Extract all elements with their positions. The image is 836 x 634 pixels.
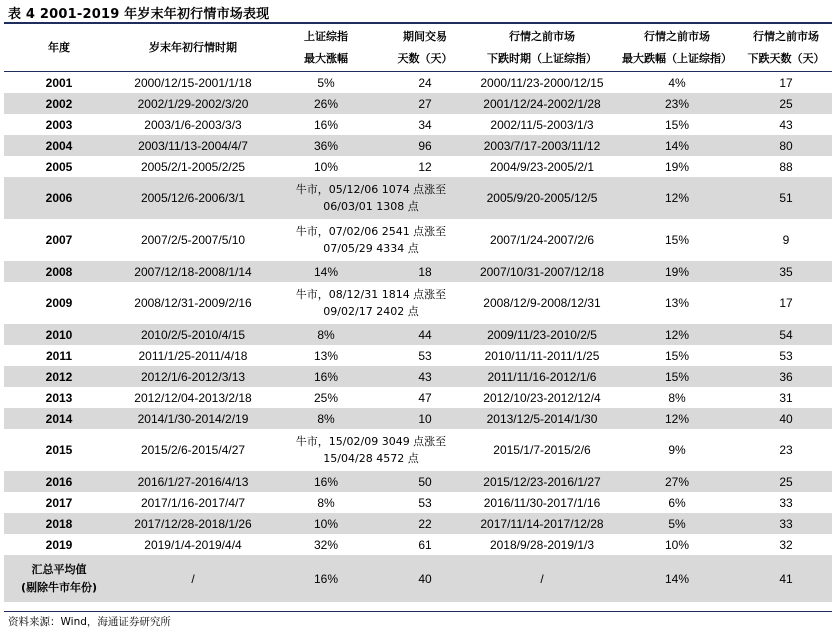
header-prev-period: 行情之前市场 下跌时期（上证综指）	[470, 24, 614, 72]
header-year: 年度	[4, 24, 114, 72]
cell-max-rise: 13%	[313, 348, 339, 363]
header-row	[4, 24, 832, 72]
cell-prev-drop: 13%	[664, 296, 690, 310]
cell-period: 2019/1/4-2019/4/4	[144, 537, 242, 552]
table-row	[4, 492, 832, 513]
table-row	[4, 93, 832, 114]
cell-period: 2007/2/5-2007/5/10	[140, 233, 246, 247]
cell-year: 2001	[45, 75, 73, 90]
cell-prev-drop: 5%	[614, 513, 740, 534]
cell-year: 2006	[4, 177, 114, 219]
cell-prev-period: 2013/12/5-2014/1/30	[470, 408, 614, 429]
cell-max-rise: 36%	[272, 135, 380, 156]
cell-max-rise: 5%	[317, 75, 335, 90]
cell-year: 2017	[45, 495, 73, 510]
table-row-bull	[4, 177, 832, 219]
cell-period: 2003/1/6-2003/3/3	[144, 117, 242, 132]
cell-prev-period: 2010/11/11-2011/1/25	[484, 348, 600, 363]
cell-prev-drop: 15%	[664, 348, 690, 363]
table-row	[4, 156, 832, 177]
cell-year: 2019	[45, 537, 73, 552]
cell-prev-drop: 15%	[664, 117, 690, 132]
cell-period: 2000/12/15-2001/1/18	[134, 75, 252, 90]
cell-prev-drop: 19%	[614, 261, 740, 282]
cell-prev-days: 31	[779, 390, 793, 405]
cell-trading-days: 61	[418, 537, 432, 552]
cell-year: 2003	[45, 117, 73, 132]
cell-prev-period: /	[470, 555, 614, 602]
cell-prev-days: 23	[779, 443, 793, 457]
cell-prev-days: 40	[740, 408, 832, 429]
table-title: 表 4 2001-2019 年岁末年初行情市场表现	[8, 7, 270, 22]
cell-max-rise: 16%	[272, 555, 380, 602]
cell-trading-days: 12	[418, 159, 432, 174]
cell-prev-days: 9	[782, 233, 790, 247]
cell-trading-days: 24	[418, 75, 432, 90]
cell-max-rise: 10%	[313, 159, 339, 174]
cell-period: 2012/1/6-2012/3/13	[114, 366, 272, 387]
cell-prev-days: 17	[779, 75, 793, 90]
cell-prev-drop: 14%	[614, 135, 740, 156]
cell-max-rise: 14%	[272, 261, 380, 282]
cell-prev-days: 88	[779, 159, 793, 174]
header-max-rise: 上证综指 最大涨幅	[272, 24, 380, 72]
cell-year: 2010	[4, 324, 114, 345]
cell-prev-drop: 12%	[614, 324, 740, 345]
cell-prev-period: 2003/7/17-2003/11/12	[470, 135, 614, 156]
cell-prev-days: 25	[740, 93, 832, 114]
cell-period: 2003/11/13-2004/4/7	[114, 135, 272, 156]
cell-trading-days: 96	[380, 135, 470, 156]
cell-prev-drop: 23%	[614, 93, 740, 114]
cell-period: 2005/2/1-2005/2/25	[140, 159, 246, 174]
cell-prev-period: 2012/10/23-2012/12/4	[483, 390, 601, 405]
cell-period: 2016/1/27-2016/4/13	[114, 471, 272, 492]
cell-max-rise: 8%	[272, 324, 380, 345]
cell-prev-days: 25	[740, 471, 832, 492]
table-row-bull	[4, 219, 832, 261]
cell-year: 2015	[45, 443, 73, 457]
cell-year: 2009	[45, 296, 73, 310]
cell-year: 2013	[45, 390, 73, 405]
cell-year: 2011	[45, 348, 73, 363]
cell-year: 2007	[45, 233, 73, 247]
cell-trading-days: 50	[380, 471, 470, 492]
cell-prev-days: 36	[740, 366, 832, 387]
cell-period: 2008/12/31-2009/2/16	[134, 296, 252, 310]
cell-bull-market-note: 牛市，07/02/06 2541 点涨至 07/05/29 4334 点	[295, 225, 447, 255]
cell-prev-drop: 12%	[614, 408, 740, 429]
cell-trading-days: 10	[380, 408, 470, 429]
cell-period: 2017/12/28-2018/1/26	[114, 513, 272, 534]
cell-max-rise: 16%	[272, 471, 380, 492]
table-row	[4, 345, 832, 366]
cell-summary-label: 汇总平均值 (剔除牛市年份)	[4, 555, 114, 602]
cell-prev-drop: 4%	[668, 75, 686, 90]
cell-max-rise: 32%	[313, 537, 339, 552]
source-note: 资料来源：Wind，海通证券研究所	[8, 616, 171, 628]
cell-prev-days: 32	[779, 537, 793, 552]
cell-prev-drop: 12%	[614, 177, 740, 219]
cell-prev-drop: 19%	[664, 159, 690, 174]
cell-max-rise: 16%	[313, 117, 339, 132]
cell-max-rise: 25%	[313, 390, 339, 405]
cell-year: 2005	[45, 159, 73, 174]
cell-trading-days: 44	[380, 324, 470, 345]
cell-prev-drop: 6%	[668, 495, 686, 510]
footer-rule	[4, 611, 832, 612]
cell-trading-days: 43	[380, 366, 470, 387]
cell-prev-drop: 8%	[668, 390, 686, 405]
cell-prev-period: 2015/1/7-2015/2/6	[493, 443, 591, 457]
cell-prev-period: 2015/12/23-2016/1/27	[470, 471, 614, 492]
cell-period: 2005/12/6-2006/3/1	[114, 177, 272, 219]
cell-prev-drop: 9%	[668, 443, 686, 457]
cell-prev-period: 2011/11/16-2012/1/6	[470, 366, 614, 387]
header-prev-drop: 行情之前市场 最大跌幅（上证综指）	[614, 24, 740, 72]
market-table	[4, 24, 832, 602]
cell-year: 2018	[4, 513, 114, 534]
cell-prev-period: 2005/9/20-2005/12/5	[470, 177, 614, 219]
cell-year: 2008	[4, 261, 114, 282]
cell-prev-days: 51	[740, 177, 832, 219]
cell-prev-drop: 15%	[664, 233, 690, 247]
cell-prev-period: 2016/11/30-2017/1/16	[483, 495, 601, 510]
cell-trading-days: 47	[418, 390, 432, 405]
cell-prev-period: 2001/12/24-2002/1/28	[470, 93, 614, 114]
cell-prev-days: 33	[779, 495, 793, 510]
cell-prev-days: 54	[740, 324, 832, 345]
cell-trading-days: 34	[418, 117, 432, 132]
cell-prev-drop: 27%	[614, 471, 740, 492]
cell-period: 2015/2/6-2015/4/27	[140, 443, 246, 457]
cell-prev-period: 2009/11/23-2010/2/5	[470, 324, 614, 345]
cell-max-rise: 8%	[317, 495, 335, 510]
table-row	[4, 72, 832, 94]
table-row	[4, 513, 832, 534]
cell-year: 2012	[4, 366, 114, 387]
cell-year: 2016	[4, 471, 114, 492]
cell-year: 2002	[4, 93, 114, 114]
cell-period: 2007/12/18-2008/1/14	[114, 261, 272, 282]
cell-prev-days: 41	[740, 555, 832, 602]
cell-year: 2004	[4, 135, 114, 156]
cell-prev-period: 2008/12/9-2008/12/31	[483, 296, 601, 310]
cell-bull-market-note: 牛市，08/12/31 1814 点涨至 09/02/17 2402 点	[295, 288, 447, 318]
cell-prev-days: 17	[779, 296, 793, 310]
cell-max-rise: 16%	[272, 366, 380, 387]
cell-prev-days: 80	[740, 135, 832, 156]
cell-period: 2010/2/5-2010/4/15	[114, 324, 272, 345]
cell-bull-market-note: 牛市，15/02/09 3049 点涨至 15/04/28 4572 点	[295, 435, 447, 465]
cell-prev-period: 2007/10/31-2007/12/18	[470, 261, 614, 282]
cell-prev-days: 33	[740, 513, 832, 534]
table-row	[4, 366, 832, 387]
cell-max-rise: 10%	[272, 513, 380, 534]
cell-prev-days: 35	[740, 261, 832, 282]
table-row-bull	[4, 429, 832, 471]
cell-prev-drop: 15%	[614, 366, 740, 387]
cell-bull-market-note: 牛市，05/12/06 1074 点涨至 06/03/01 1308 点	[272, 177, 470, 219]
header-period: 岁末年初行情时期	[114, 24, 272, 72]
cell-max-rise: 26%	[272, 93, 380, 114]
cell-period: 2017/1/16-2017/4/7	[140, 495, 246, 510]
table-row-bull	[4, 282, 832, 324]
summary-row	[4, 555, 832, 602]
cell-prev-period: 2000/11/23-2000/12/15	[480, 75, 604, 90]
table-row	[4, 534, 832, 555]
cell-prev-days: 53	[779, 348, 793, 363]
table-row	[4, 114, 832, 135]
header-trading-days: 期间交易 天数（天）	[380, 24, 470, 72]
cell-period: 2012/12/04-2013/2/18	[134, 390, 252, 405]
cell-period: 2011/1/25-2011/4/18	[138, 348, 248, 363]
header-prev-days: 行情之前市场 下跌天数（天）	[740, 24, 832, 72]
cell-trading-days: 53	[418, 348, 432, 363]
cell-trading-days: 18	[380, 261, 470, 282]
cell-trading-days: 27	[380, 93, 470, 114]
table-row	[4, 387, 832, 408]
cell-period: /	[114, 555, 272, 602]
cell-prev-period: 2017/11/14-2017/12/28	[470, 513, 614, 534]
cell-prev-period: 2002/11/5-2003/1/3	[490, 117, 594, 132]
cell-max-rise: 8%	[272, 408, 380, 429]
table-row	[4, 408, 832, 429]
cell-prev-drop: 10%	[664, 537, 690, 552]
table-row	[4, 324, 832, 345]
cell-prev-drop: 14%	[614, 555, 740, 602]
cell-trading-days: 53	[418, 495, 432, 510]
cell-prev-days: 43	[779, 117, 793, 132]
cell-prev-period: 2018/9/28-2019/1/3	[489, 537, 595, 552]
cell-prev-period: 2004/9/23-2005/2/1	[489, 159, 595, 174]
table-row	[4, 261, 832, 282]
table-row	[4, 135, 832, 156]
cell-year: 2014	[4, 408, 114, 429]
cell-trading-days: 22	[380, 513, 470, 534]
cell-trading-days: 40	[380, 555, 470, 602]
cell-period: 2002/1/29-2002/3/20	[114, 93, 272, 114]
cell-period: 2014/1/30-2014/2/19	[114, 408, 272, 429]
cell-prev-period: 2007/1/24-2007/2/6	[489, 233, 595, 247]
table-row	[4, 471, 832, 492]
